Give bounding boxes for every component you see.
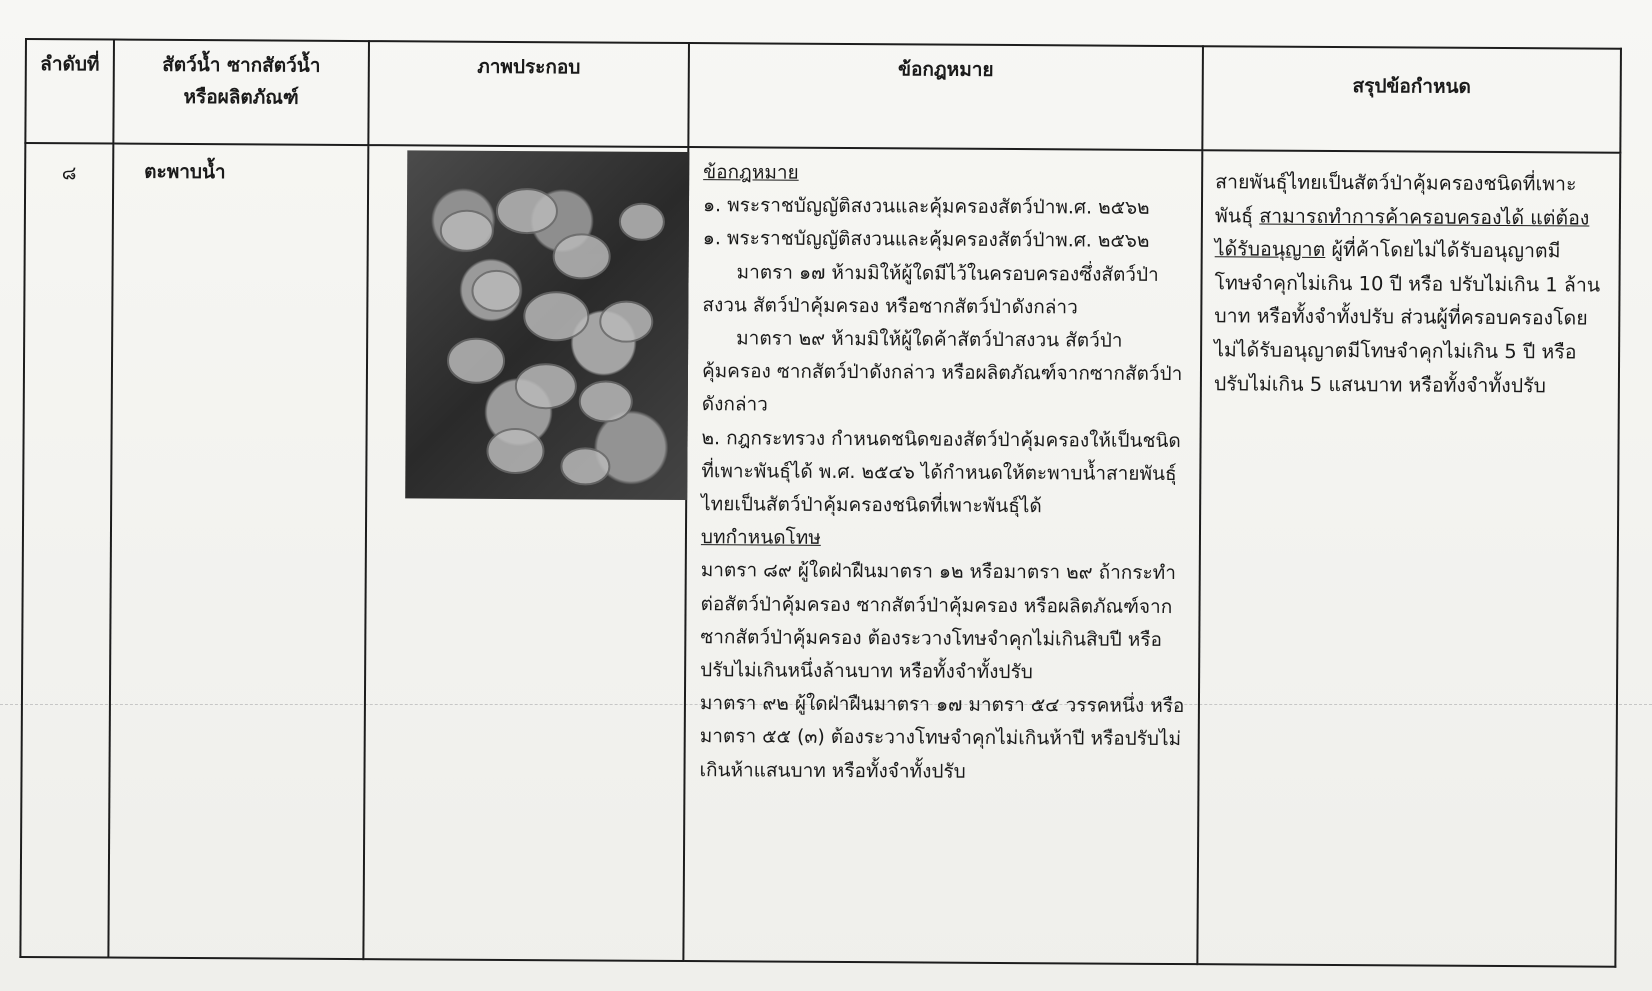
law-cell (683, 147, 1202, 964)
section-92: มาตรา ๙๒ ผู้ใดฝ่าฝืนมาตรา ๑๗ มาตรา ๕๔ วรรคหนึ่ง หรือมาตรา ๕๕ (๓) ต้องระวางโทษจำคุกไม่เกินห้าปี หรือปรับไม่เกินห้าแสนบาท หรือทั้งจำทั้งปรับ (699, 692, 1185, 783)
header-image: ภาพประกอบ (368, 41, 689, 147)
softshell-turtle-photo (405, 150, 689, 500)
penalty-heading: บทกำหนดโทษ (700, 526, 821, 550)
summary-cell (1197, 150, 1620, 967)
regulation-table (19, 38, 1622, 968)
summary-part2: ผู้ที่ค้าโดยไม่ได้รับอนุญาตมีโทษจำคุกไม่เกิน 10 ปี หรือ ปรับไม่เกิน 1 ล้านบาท หรือทั้งจำทั้งปรับ ส่วนผู้ที่ครอบครองโดยไม่ได้รับอนุญาตมีโทษจำคุกไม่เกิน 5 ปี หรือปรับไม่เกิน 5 แสนบาท หรือทั้งจำทั้งปรับ (1213, 238, 1601, 397)
row-number: ๘ (20, 143, 113, 958)
header-summary: สรุปข้อกำหนด (1202, 46, 1621, 153)
law-heading: ข้อกฎหมาย (703, 161, 799, 184)
section-89: มาตรา ๘๙ ผู้ใดฝ่าฝืนมาตรา ๑๒ หรือมาตรา ๒๙ ถ้ากระทำต่อสัตว์ป่าคุ้มครอง ซากสัตว์ป่าคุ้มครอง หรือผลิตภัณฑ์จากซากสัตว์ป่าคุ้มครอง ต้องระวางโทษจำคุกไม่เกินสิบปี หรือปรับไม่เกินหนึ่งล้านบาท หรือทั้งจำทั้งปรับ (700, 559, 1176, 684)
species-name: ตะพาบน้ำ (108, 144, 368, 960)
header-name-line2: หรือผลิตภัณฑ์ (183, 85, 299, 109)
header-name (113, 40, 369, 146)
table-row (20, 143, 1620, 967)
header-law: ข้อกฎหมาย (688, 43, 1203, 150)
act-line-1: ๑. พระราชบัญญัติสงวนและคุ้มครองสัตว์ป่าพ.ศ. ๒๕๖๒ (702, 194, 1150, 220)
act-line-2: ๑. พระราชบัญญัติสงวนและคุ้มครองสัตว์ป่าพ.ศ. ๒๕๖๒ (702, 227, 1150, 253)
ministerial-regulation: ๒. กฎกระทรวง กำหนดชนิดของสัตว์ป่าคุ้มครองให้เป็นชนิดที่เพาะพันธุ์ได้ พ.ศ. ๒๕๔๖ ได้กำหนดให้ตะพาบน้ำสายพันธุ์ไทยเป็นสัตว์ป่าคุ้มครองชนิดที่เพาะพันธุ์ได้ (701, 426, 1181, 518)
table-header-row (25, 39, 1621, 153)
section-29: มาตรา ๒๙ ห้ามมิให้ผู้ใดค้าสัตว์ป่าสงวน สัตว์ป่าคุ้มครอง ซากสัตว์ป่าดังกล่าว หรือผลิตภัณฑ์จากซากสัตว์ป่าดังกล่าว (701, 327, 1183, 416)
header-no: ลำดับที่ (25, 39, 114, 144)
summary-underlined: สามารถทำการค้าครอบครองได้ แต่ต้องได้รับอนุญาต (1214, 204, 1590, 262)
section-17: มาตรา ๑๗ ห้ามมิให้ผู้ใดมีไว้ในครอบครองซึ่งสัตว์ป่าสงวน สัตว์ป่าคุ้มครอง หรือซากสัตว์ป่าดังกล่าว (702, 260, 1159, 319)
image-cell (363, 145, 688, 961)
header-name-line1: สัตว์น้ำ ซากสัตว์น้ำ (162, 53, 321, 77)
summary-part1: สายพันธุ์ไทยเป็นสัตว์ป่าคุ้มครองชนิดที่เพาะพันธุ์ (1214, 170, 1577, 228)
